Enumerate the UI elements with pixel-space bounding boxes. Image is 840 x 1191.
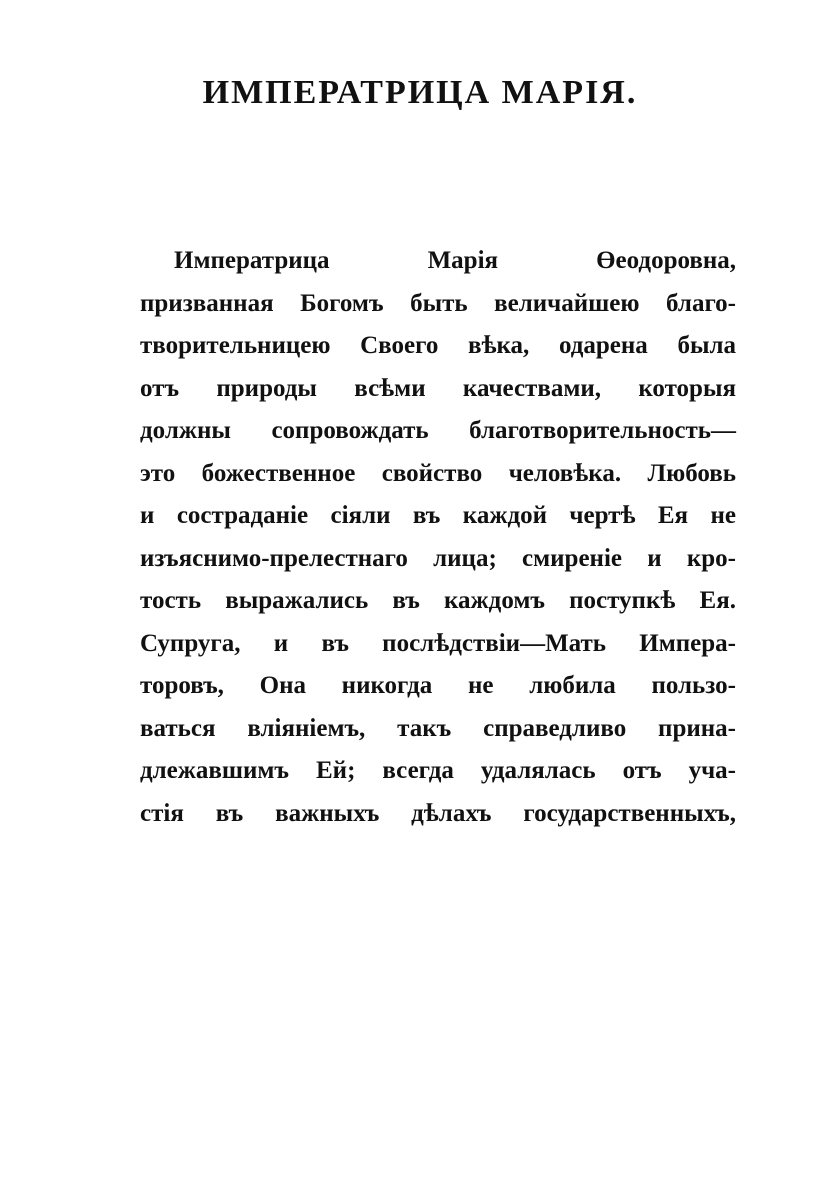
text-line: торовъ, Она никогда не любила пользо- bbox=[140, 672, 736, 699]
text-line: отъ природы всѣми качествами, которыя bbox=[140, 374, 736, 402]
page-title: ИМПЕРАТРИЦА МАРІЯ. bbox=[202, 74, 638, 111]
text-line: стія въ важныхъ дѣлахъ государственныхъ, bbox=[140, 799, 736, 827]
text-line: это божественное свойство человѣка. Любовь bbox=[140, 459, 736, 487]
text-line: должны сопровождать благотворительность— bbox=[140, 417, 736, 444]
text-line: призванная Богомъ быть величайшею благо- bbox=[140, 289, 736, 317]
text-line: и состраданіе сіяли въ каждой чертѣ Ея не bbox=[140, 502, 736, 529]
text-line: тость выражались въ каждомъ поступкѣ Ея. bbox=[140, 587, 736, 614]
text-line: изъяснимо-прелестнаго лица; смиреніе и кро- bbox=[140, 544, 736, 572]
text-line: Супруга, и въ послѣдствіи—Мать Импера- bbox=[140, 629, 736, 657]
text-line: ваться вліяніемъ, такъ справедливо прина- bbox=[140, 714, 736, 742]
body-paragraph bbox=[140, 240, 736, 835]
text-line: Императрица Марія Өеодоровна, bbox=[174, 247, 736, 274]
text-line: длежавшимъ Ей; всегда удалялась отъ уча- bbox=[140, 757, 736, 784]
text-line: творительницею Своего вѣка, одарена была bbox=[140, 332, 736, 359]
